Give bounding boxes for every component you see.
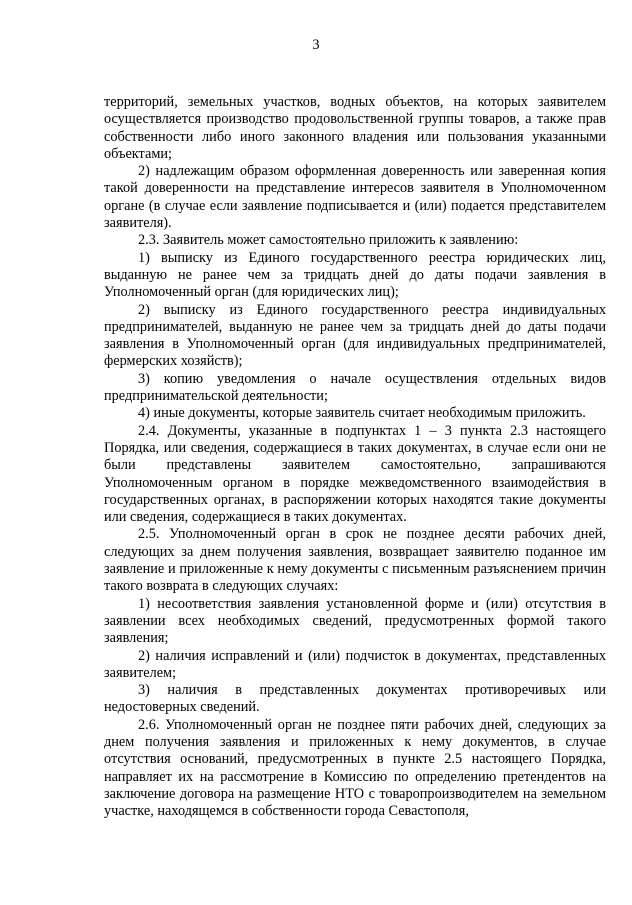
paragraph-clause-2-3: 2.3. Заявитель может самостоятельно приложить к заявлению: <box>138 232 519 249</box>
paragraph-item-2-5-2: 2) наличия исправлений и (или) подчисток в документах, представленных заявителем; <box>104 647 606 681</box>
paragraph-item-2-2-2: 2) надлежащим образом оформленная доверенность или заверенная копия такой доверенности на представление интересов заявителя в Уполномоченном органе (в случае если заявление подписывается и (или) подается представителем заявителя). <box>104 163 606 232</box>
paragraph-item-2-5-3: 3) наличия в представленных документах противоречивых или недостоверных сведений. <box>104 682 606 716</box>
paragraph-continuation: территорий, земельных участков, водных объектов, на которых заявителем осуществляется производство продовольственной группы товаров, а также прав собственности либо иного законного владения или пользования указанными объектами; <box>104 94 606 162</box>
paragraph-item-2-3-1: 1) выписку из Единого государственного реестра юридических лиц, выданную не ранее чем за тридцать дней до даты подачи заявления в Уполномоченный орган (для юридических лиц); <box>104 249 606 301</box>
paragraph-clause-2-4: 2.4. Документы, указанные в подпунктах 1 – 3 пункта 2.3 настоящего Порядка, или сведения, содержащиеся в таких документах, в случае если они не были представлены заявителем самостоятельно, запрашиваются Уполномоченным органом в порядке межведомственного взаимодействия в государственных органах, в распоряжении которых находятся такие документы или сведения, содержащиеся в таких документах. <box>104 422 606 526</box>
paragraph-clause-2-5: 2.5. Уполномоченный орган в срок не позднее десяти рабочих дней, следующих за днем получения заявления, возвращает заявителю поданное им заявление и приложенные к нему документы с письменным разъяснением причин такого возврата в следующих случаях: <box>104 526 606 595</box>
document-body <box>104 94 606 820</box>
paragraph-item-2-3-2: 2) выписку из Единого государственного реестра индивидуальных предпринимателей, выданную не ранее чем за тридцать дней до даты подачи заявления в Уполномоченный орган (для индивидуальных предпринимателей, фермерских хозяйств); <box>104 301 606 370</box>
paragraph-item-2-5-1: 1) несоответствия заявления установленной форме и (или) отсутствия в заявлении всех необходимых сведений, предусмотренных формой такого заявления; <box>104 595 606 647</box>
paragraph-item-2-3-3: 3) копию уведомления о начале осуществления отдельных видов предпринимательской деятельности; <box>104 370 606 405</box>
paragraph-item-2-3-4: 4) иные документы, которые заявитель считает необходимым приложить. <box>138 405 586 422</box>
paragraph-clause-2-6: 2.6. Уполномоченный орган не позднее пяти рабочих дней, следующих за днем получения заявления и приложенных к нему документов, в случае отсутствия оснований, предусмотренных в пункте 2.5 настоящего Порядка, направляет их на рассмотрение в Комиссию по определению претендентов на заключение договора на размещение НТО с товаропроизводителем на земельном участке, находящемся в собственности города Севастополя, <box>104 716 606 820</box>
page-number: 3 <box>312 37 320 53</box>
